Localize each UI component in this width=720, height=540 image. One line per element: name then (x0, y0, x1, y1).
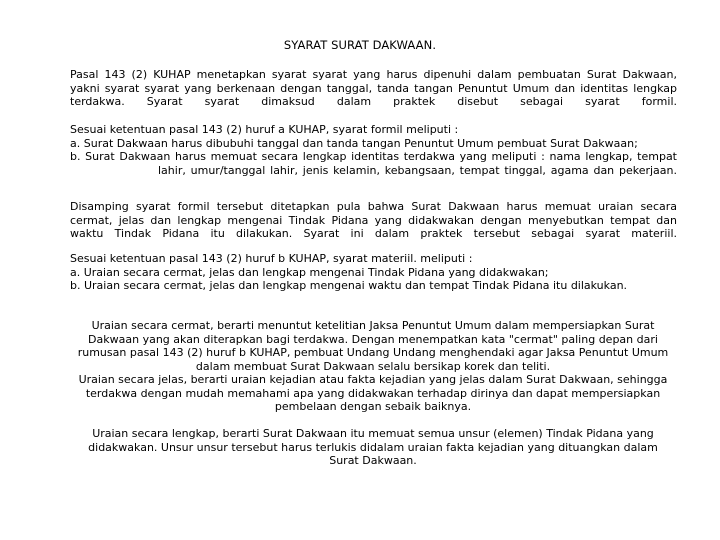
text-line: rumusan pasal 143 (2) huruf b KUHAP, pembuat Undang Undang menghendaki agar Jaksa Penuntut Umum (77, 346, 669, 359)
text-line: Dakwaan yang akan diterapkan bagi terdakwa. Dengan menempatkan kata "cermat" paling depan dari (88, 332, 658, 346)
paragraph-jelas (62, 373, 684, 414)
text-line: Uraian secara jelas, berarti uraian kejadian atau fakta kejadian yang jelas dalam Surat Dakwaan, sehingga (78, 373, 668, 386)
paragraph-intro (70, 68, 677, 109)
formil-item-a: a. Surat Dakwaan harus dibubuhi tanggal dan tanda tangan Penuntut Umum pembuat Surat Dakwaan; (70, 136, 638, 150)
formil-intro: Sesuai ketentuan pasal 143 (2) huruf a KUHAP, syarat formil meliputi : (70, 123, 459, 136)
text-line: terdakwa dengan mudah memahami apa yang didakwakan terhadap dirinya dan dapat mempersiapkan (85, 386, 661, 400)
text-line: terdakwa. Syarat syarat dimaksud dalam praktek disebut sebagai syarat formil. (70, 95, 677, 108)
text-line: waktu Tindak Pidana itu dilakukan. Syarat ini dalam praktek tersebut sebagai syarat materiil. (70, 227, 677, 240)
text-line: dalam membuat Surat Dakwaan selalu bersikap korek dan teliti. (195, 359, 551, 373)
text-line: Disamping syarat formil tersebut ditetapkan pula bahwa Surat Dakwaan harus memuat uraian secara (70, 200, 677, 213)
text-line: cermat, jelas dan lengkap mengenai Tindak Pidana yang didakwakan dengan menyebutkan tempat dan (70, 213, 677, 227)
materiil-item-a: a. Uraian secara cermat, jelas dan lengkap mengenai Tindak Pidana yang didakwakan; (70, 265, 549, 279)
text-line: pembelaan dengan sebaik baiknya. (274, 400, 472, 413)
paragraph-cermat (62, 319, 684, 373)
text-line: Uraian secara lengkap, berarti Surat Dakwaan itu memuat semua unsur (elemen) Tindak Pidana yang (92, 427, 654, 440)
text-line: Pasal 143 (2) KUHAP menetapkan syarat syarat yang harus dipenuhi dalam pembuatan Surat Dakwaan, (70, 68, 677, 81)
formil-item-b-continued: lahir, umur/tanggal lahir, jenis kelamin, kebangsaan, tempat tinggal, agama dan pekerjaan. (158, 163, 677, 177)
materiil-intro: Sesuai ketentuan pasal 143 (2) huruf b KUHAP, syarat materiil. meliputi : (70, 252, 473, 265)
paragraph-lengkap (62, 427, 684, 468)
text-line: Uraian secara cermat, berarti menuntut ketelitian Jaksa Penuntut Umum dalam mempersiapkan Surat (91, 319, 655, 332)
page-title: SYARAT SURAT DAKWAAN. (283, 38, 437, 52)
materiil-section (70, 252, 677, 293)
text-line: didakwakan. Unsur unsur tersebut harus terlukis didalam uraian fakta kejadian yang dituangkan dalam (88, 440, 658, 454)
formil-item-b: b. Surat Dakwaan harus memuat secara lengkap identitas terdakwa yang meliputi : nama lengkap, tempat (70, 150, 677, 163)
paragraph-materiil-definition (70, 200, 677, 241)
formil-section (70, 123, 677, 177)
text-line: yakni syarat syarat yang berkenaan dengan tanggal, tanda tangan Penuntut Umum dan identitas lengkap (70, 81, 677, 95)
text-line: Surat Dakwaan. (329, 454, 417, 467)
materiil-item-b: b. Uraian secara cermat, jelas dan lengkap mengenai waktu dan tempat Tindak Pidana itu dilakukan. (70, 279, 628, 292)
